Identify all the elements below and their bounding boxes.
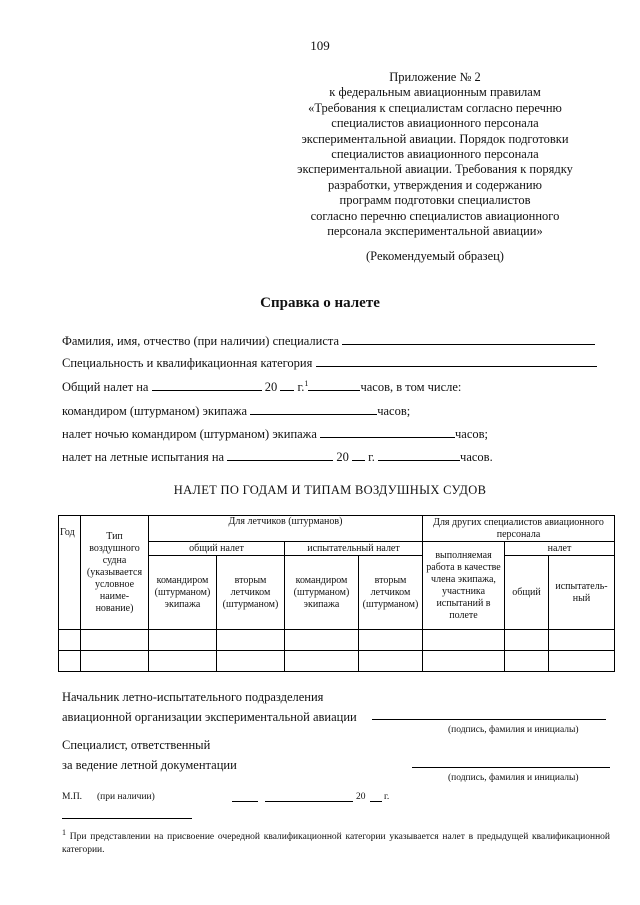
night-hours-line[interactable] xyxy=(320,426,455,438)
night-label: налет ночью командиром (штурманом) экипажа xyxy=(62,427,317,441)
col-type-header: Тип воздушного судна (указывается условное наиме-нование) xyxy=(81,516,149,630)
table-cell[interactable] xyxy=(423,651,505,672)
table-cell[interactable] xyxy=(59,630,81,651)
annex-line: специалистов авиационного персонала xyxy=(331,116,539,131)
total-g: г. xyxy=(297,380,305,395)
annex-line: экспериментальной авиации. Требования к порядку xyxy=(297,162,573,177)
mp-stamp-label: М.П. xyxy=(62,792,83,802)
footnote xyxy=(62,826,610,857)
annex-line: к федеральным авиационным правилам xyxy=(329,85,541,100)
document-title: Справка о налете xyxy=(260,295,380,311)
table-row xyxy=(59,651,615,672)
night-row xyxy=(62,426,488,442)
test-period-line[interactable] xyxy=(227,449,333,461)
table-cell[interactable] xyxy=(423,630,505,651)
table-cell[interactable] xyxy=(59,651,81,672)
date-month-line[interactable] xyxy=(265,801,353,802)
test-g: г. xyxy=(368,450,375,464)
test-year: 20 xyxy=(336,450,349,464)
sub-total-header: общий налет xyxy=(149,542,285,556)
sub-test-header: испытательный налет xyxy=(285,542,423,556)
col-general: общий xyxy=(505,556,549,630)
sample-note: (Рекомендуемый образец) xyxy=(366,249,504,263)
specialty-label: Специальность и квалификационная категория xyxy=(62,356,313,370)
annex-line: специалистов авиационного персонала xyxy=(331,147,539,162)
flight-hours-table xyxy=(58,515,615,672)
total-year-line[interactable] xyxy=(280,379,294,391)
annex-line: «Требования к специалистам согласно перечню xyxy=(308,100,562,115)
table-cell[interactable] xyxy=(359,630,423,651)
table-row xyxy=(59,630,615,651)
table-cell[interactable] xyxy=(217,630,285,651)
mp-note: (при наличии) xyxy=(97,792,155,802)
head-signature-hint: (подпись, фамилия и инициалы) xyxy=(448,725,579,735)
annex-line: персонала экспериментальной авиации» xyxy=(327,224,543,239)
col-commander-test: командиром (штурманом) экипажа xyxy=(285,556,359,630)
total-hours-line[interactable] xyxy=(308,379,360,391)
table-cell[interactable] xyxy=(359,651,423,672)
table-heading: НАЛЕТ ПО ГОДАМ И ТИПАМ ВОЗДУШНЫХ СУДОВ xyxy=(173,483,487,497)
specialty-row xyxy=(62,355,597,371)
commander-label: командиром (штурманом) экипажа xyxy=(62,404,248,418)
head-line1: Начальник летно-испытательного подразделения xyxy=(62,690,324,704)
table-cell[interactable] xyxy=(149,630,217,651)
sub-flight-header: налет xyxy=(505,542,615,556)
total-row xyxy=(62,379,461,395)
spec-line2: за ведение летной документации xyxy=(62,758,237,772)
head-line2: авиационной организации экспериментальной авиации xyxy=(62,710,357,724)
group-pilots-header: Для летчиков (штурманов) xyxy=(149,516,423,542)
table-cell[interactable] xyxy=(285,630,359,651)
test-row xyxy=(62,449,493,465)
footnote-ref: 1 xyxy=(304,379,309,388)
date-g: г. xyxy=(384,792,390,802)
table-cell[interactable] xyxy=(505,651,549,672)
col-year-header: Год xyxy=(59,516,81,630)
annex-line: разработки, утверждения и содержанию xyxy=(328,177,542,192)
total-prefix: Общий налет на xyxy=(62,380,149,395)
col-second-total: вторым летчиком (штурманом) xyxy=(217,556,285,630)
footnote-text: При представлении на присвоение очередной квалификационной категории указывается налет в предыдущей квалификационной категории. xyxy=(62,832,611,856)
table-cell[interactable] xyxy=(81,651,149,672)
col-commander-total: командиром (штурманом) экипажа xyxy=(149,556,217,630)
test-hours-line[interactable] xyxy=(378,449,460,461)
date-day-line[interactable] xyxy=(232,801,258,802)
test-prefix: налет на летные испытания на xyxy=(62,450,225,464)
total-year: 20 xyxy=(264,380,278,395)
table-cell[interactable] xyxy=(217,651,285,672)
sub-crew-work-header: выполняемая работа в качестве члена экипажа, участника испытаний в полете xyxy=(423,542,505,630)
specialty-input-line[interactable] xyxy=(316,355,597,367)
table-cell[interactable] xyxy=(285,651,359,672)
spec-signature-hint: (подпись, фамилия и инициалы) xyxy=(448,773,579,783)
col-testing: испытатель-ный xyxy=(549,556,615,630)
head-signature-line[interactable] xyxy=(372,719,606,720)
commander-row xyxy=(62,403,410,419)
annex-line: экспериментальной авиации. Порядок подготовки xyxy=(301,131,569,146)
spec-line1: Специалист, ответственный xyxy=(62,738,211,752)
annex-line: Приложение № 2 xyxy=(389,70,481,84)
fio-input-line[interactable] xyxy=(342,333,595,345)
total-period-line[interactable] xyxy=(152,379,262,391)
annex-line: программ подготовки специалистов xyxy=(339,193,531,208)
date-year: 20 xyxy=(356,792,366,802)
test-suffix: часов. xyxy=(460,450,493,464)
footnote-mark: 1 xyxy=(62,828,66,837)
spec-signature-line[interactable] xyxy=(412,767,610,768)
table-cell[interactable] xyxy=(149,651,217,672)
table-cell[interactable] xyxy=(81,630,149,651)
commander-hours-line[interactable] xyxy=(250,403,377,415)
col-second-test: вторым летчиком (штурманом) xyxy=(359,556,423,630)
fio-row xyxy=(62,333,595,349)
table-cell[interactable] xyxy=(549,630,615,651)
group-others-header: Для других специалистов авиационного персонала xyxy=(423,516,615,542)
table-cell[interactable] xyxy=(505,630,549,651)
annex-block xyxy=(265,70,605,239)
annex-line: согласно перечню специалистов авиационного xyxy=(310,208,560,223)
test-year-line[interactable] xyxy=(352,449,365,461)
night-suffix: часов; xyxy=(455,427,489,441)
total-suffix: часов, в том числе: xyxy=(360,380,462,395)
date-year-line[interactable] xyxy=(370,801,382,802)
fio-label: Фамилия, имя, отчество (при наличии) специалиста xyxy=(62,334,340,348)
page-number: 109 xyxy=(310,38,330,53)
table-cell[interactable] xyxy=(549,651,615,672)
footnote-divider xyxy=(62,818,192,819)
commander-suffix: часов; xyxy=(377,404,411,418)
